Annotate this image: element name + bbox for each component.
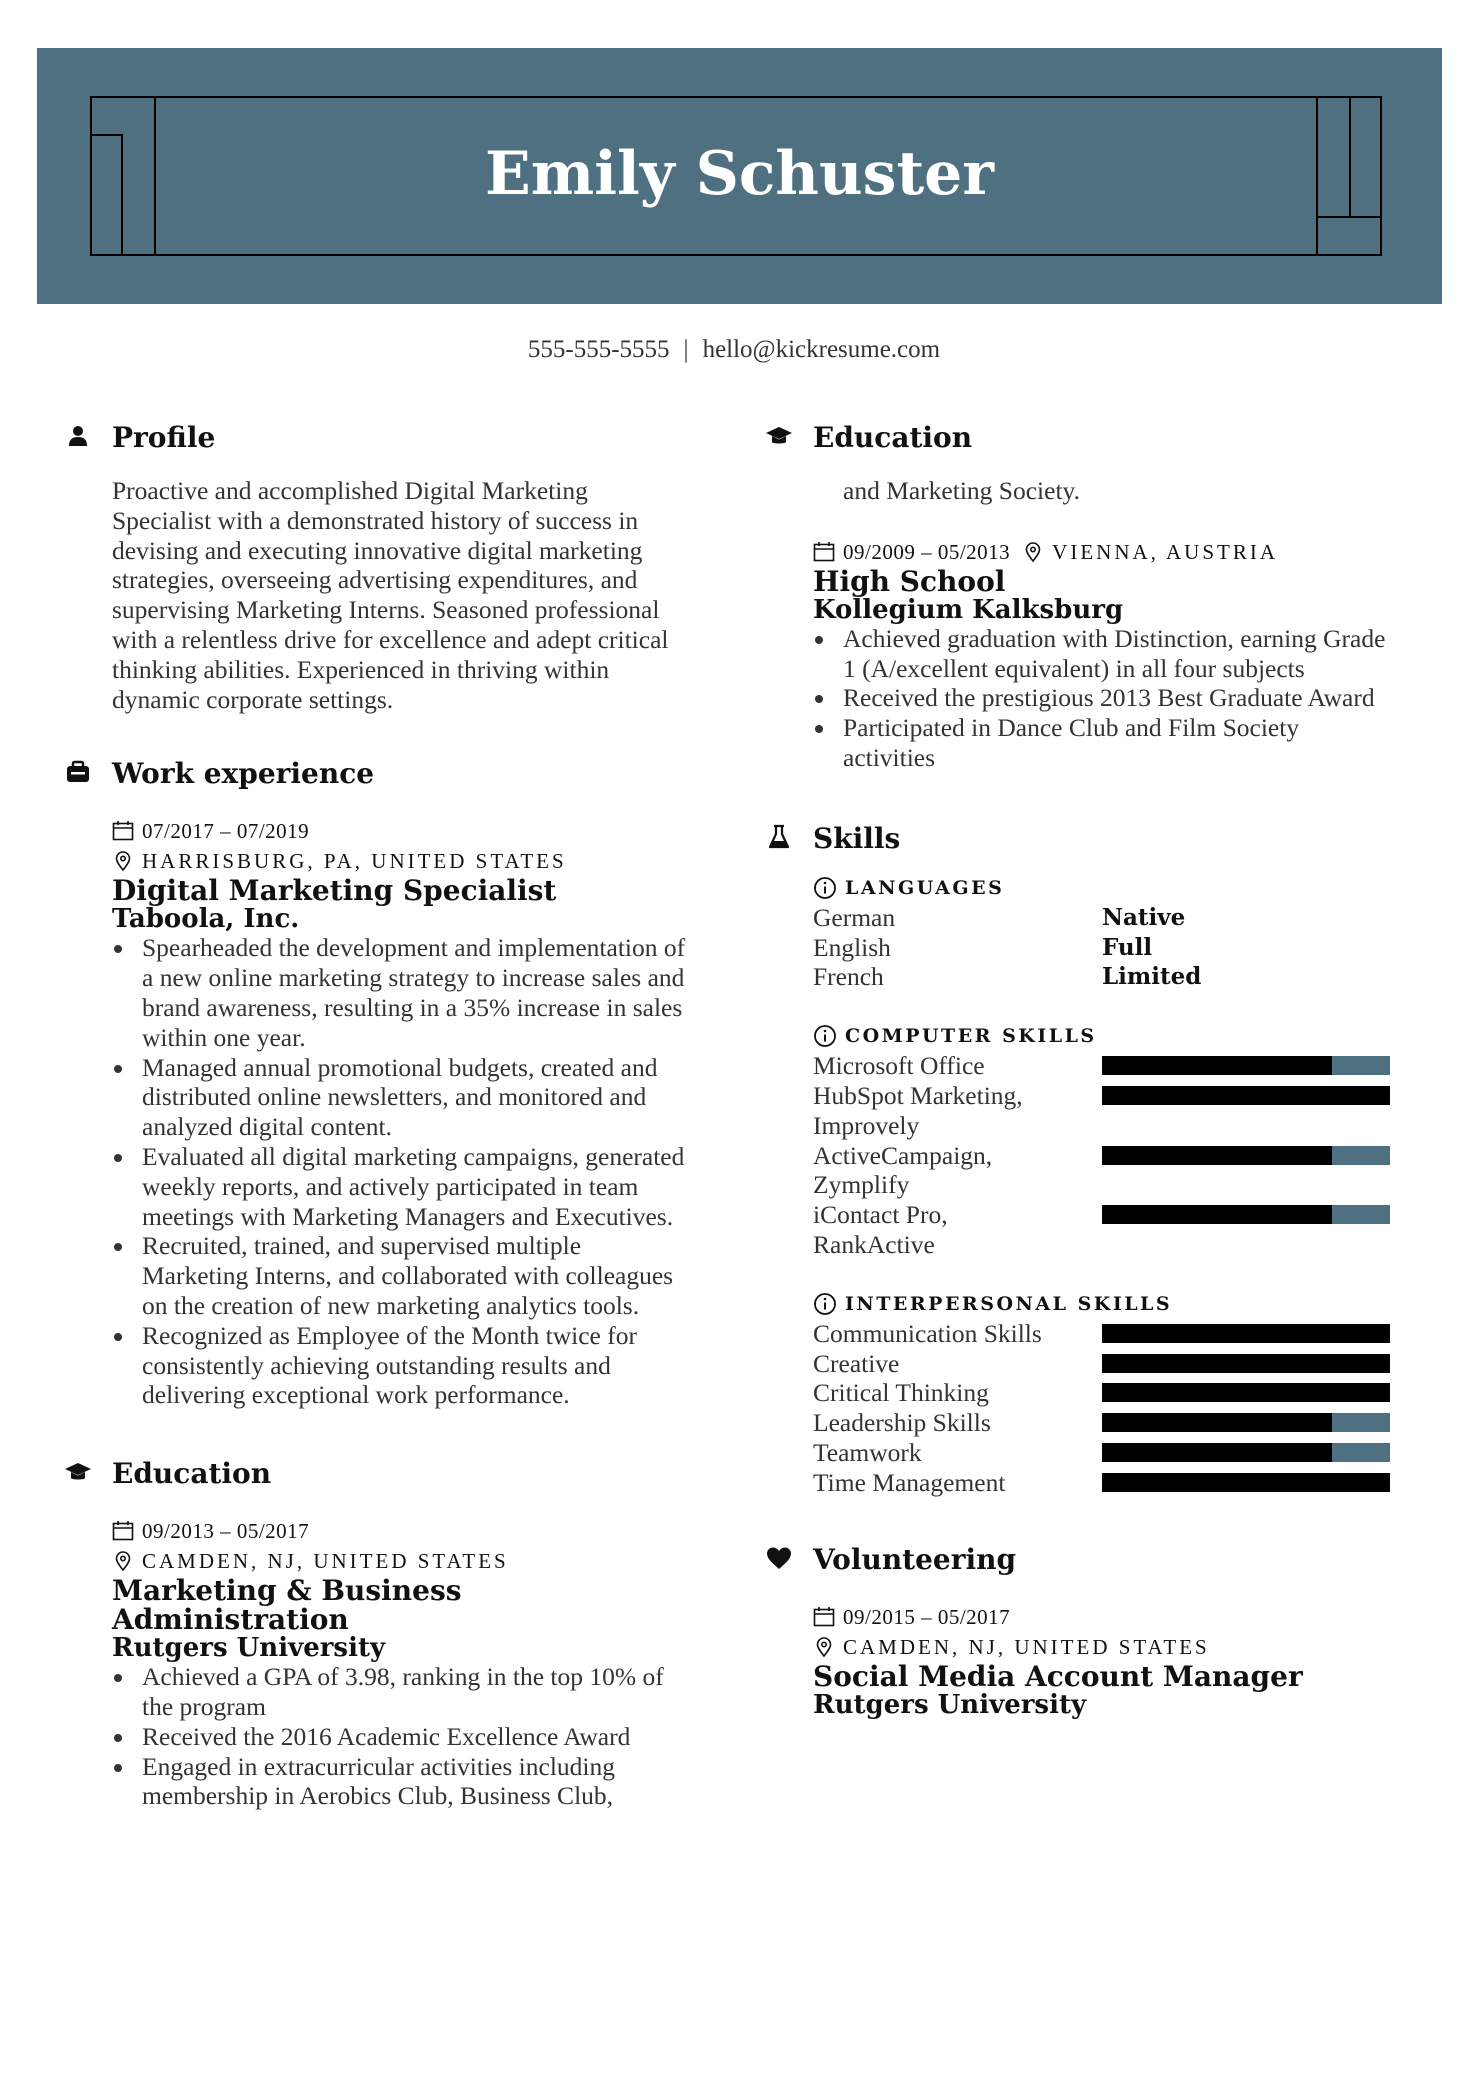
briefcase-icon [64,758,92,786]
skill-row: Time Management [813,1468,1393,1498]
profile-text: Proactive and accomplished Digital Marketing Specialist with a demonstrated history of success in devising and executing innovative digital marketing strategies, overseeing advertising expenditures, and supervising Marketing Interns. Seasoned professional with a relentless drive for excellence and adept critical thinking abilities. Experienced in thriving within dynamic corporate settings. [112,476,669,714]
job-entry [112,816,692,1410]
contact-line [0,336,1468,364]
skill-bar [1102,1443,1390,1462]
education-location: CAMDEN, NJ, UNITED STATES [112,1546,692,1576]
skill-row: Critical Thinking [813,1378,1393,1408]
education-heading [112,1456,692,1492]
interpersonal-skills-subheading: INTERPERSONAL SKILLS [813,1289,1393,1319]
education-meta [813,537,1393,567]
education-degree: Marketing & Business Administration [112,1574,462,1637]
phone[interactable]: 555-555-5555 [527,336,670,363]
header-banner [37,48,1442,304]
info-icon [813,1292,837,1316]
education-school: Rutgers University [112,1633,386,1664]
candidate-name: Emily Schuster [485,139,994,209]
education-degree: High School [813,564,1006,598]
skill-row: ActiveCampaign, Zymplify [813,1141,1393,1201]
education-entry [112,1516,692,1811]
computer-skills-list [813,1051,1393,1260]
skill-bar [1102,1413,1390,1432]
skill-row: Communication Skills [813,1319,1393,1349]
section-title: Education [112,1457,272,1491]
skill-bar-fill [1102,1324,1390,1343]
skill-bar [1102,1473,1390,1492]
volunteering-heading [813,1542,1393,1578]
graduation-cap-icon [765,422,793,450]
skill-bar-fill [1102,1443,1332,1462]
education-dates: 09/2013 – 05/2017 [112,1516,692,1546]
section-title: Profile [112,421,216,454]
calendar-icon [112,820,134,842]
contact-separator: | [683,336,689,363]
computer-skills-subheading: COMPUTER SKILLS [813,1021,1393,1051]
job-company: Taboola, Inc. [112,904,300,935]
skill-bar-fill [1102,1205,1332,1224]
list-item: Spearheaded the development and implementation of a new online marketing strategy to increase sales and brand awareness, resulting in a 35% increase in sales within one year. [112,933,692,1052]
list-item: Engaged in extracurricular activities including membership in Aerobics Club, Business Club, [112,1752,692,1812]
section-title: Skills [813,821,901,855]
education-heading [813,420,1393,456]
job-location: HARRISBURG, PA, UNITED STATES [112,846,692,876]
skill-bar-fill [1102,1383,1390,1402]
list-item: Recruited, trained, and supervised multiple Marketing Interns, and collaborated with colleagues on the creation of new marketing analytics tools. [112,1231,692,1320]
language-row: German Native [813,902,1186,932]
job-position: Digital Marketing Specialist [112,874,557,908]
skill-bar-fill [1102,1354,1390,1373]
list-item: Achieved a GPA of 3.98, ranking in the top 10% of the program [112,1662,692,1722]
skill-bar [1102,1383,1390,1402]
skill-bar [1102,1146,1390,1165]
left-column [112,420,692,1811]
skill-bar [1102,1086,1390,1105]
flask-icon [765,823,793,851]
section-title: Volunteering [813,1542,1017,1576]
location-pin-icon [112,850,134,872]
language-row: French Limited [813,962,1202,992]
education-location: VIENNA, AUSTRIA [1052,539,1278,564]
volunteering-organization: Rutgers University [813,1689,1087,1720]
education-entry [813,537,1393,773]
frame-divider [92,134,122,136]
email[interactable]: hello@kickresume.com [702,336,941,363]
list-item: Managed annual promotional budgets, created and distributed online newsletters, and monitored and analyzed digital content. [112,1053,692,1142]
languages-subheading: LANGUAGES [813,873,1393,903]
skill-bar [1102,1205,1390,1224]
calendar-icon [112,1520,134,1542]
volunteering-entry [813,1602,1393,1719]
list-item: Evaluated all digital marketing campaigns, generated weekly reports, and actively participated in team meetings with Marketing Managers and Executives. [112,1142,692,1231]
skills-heading [813,821,1393,857]
right-column [813,420,1393,1719]
education-dates: 09/2009 – 05/2013 [843,539,1011,564]
skill-row: Teamwork [813,1438,1393,1468]
graduation-cap-icon [64,1458,92,1486]
skill-bar-fill [1102,1146,1332,1165]
education-continued: and Marketing Society. [843,476,1080,505]
work-heading [112,756,692,792]
section-title: Work experience [112,757,375,791]
interpersonal-skills-list [813,1319,1393,1498]
section-title: Education [813,421,973,454]
list-item: Received the prestigious 2013 Best Graduate Award [813,683,1393,713]
skill-bar [1102,1354,1390,1373]
list-item: Participated in Dance Club and Film Society activities [813,713,1393,773]
skill-row: iContact Pro, RankActive [813,1200,1393,1260]
skill-bar [1102,1056,1390,1075]
language-row: English Full [813,932,1153,962]
education-bullets [112,1662,692,1811]
list-item: Achieved graduation with Distinction, earning Grade 1 (A/excellent equivalent) in all four subjects [813,624,1393,684]
skill-row: Leadership Skills [813,1408,1393,1438]
heart-icon [765,1544,793,1572]
education-bullets [813,624,1393,773]
volunteering-role: Social Media Account Manager [813,1659,1303,1693]
volunteering-dates: 09/2015 – 05/2017 [813,1602,1393,1632]
list-item: Received the 2016 Academic Excellence Award [112,1722,692,1752]
skill-row: Creative [813,1349,1393,1379]
person-icon [64,422,92,450]
location-pin-icon [1022,541,1044,563]
frame-divider [1316,216,1380,218]
skill-row: Microsoft Office [813,1051,1393,1081]
job-bullets [112,933,692,1410]
info-icon [813,876,837,900]
skill-bar-fill [1102,1056,1332,1075]
profile-heading [112,420,692,456]
location-pin-icon [112,1550,134,1572]
skill-bar [1102,1324,1390,1343]
skill-bar-fill [1102,1413,1332,1432]
languages-list [813,903,1393,992]
location-pin-icon [813,1636,835,1658]
skill-bar-fill [1102,1473,1390,1492]
info-icon [813,1024,837,1048]
calendar-icon [813,541,835,563]
calendar-icon [813,1606,835,1628]
education-school: Kollegium Kalksburg [813,594,1124,625]
skill-bar-fill [1102,1086,1390,1105]
job-dates: 07/2017 – 07/2019 [112,816,692,846]
list-item: Recognized as Employee of the Month twice for consistently achieving outstanding results and delivering exceptional work performance. [112,1321,692,1410]
volunteering-location: CAMDEN, NJ, UNITED STATES [813,1632,1393,1662]
skill-row: HubSpot Marketing, Improvely [813,1081,1393,1141]
